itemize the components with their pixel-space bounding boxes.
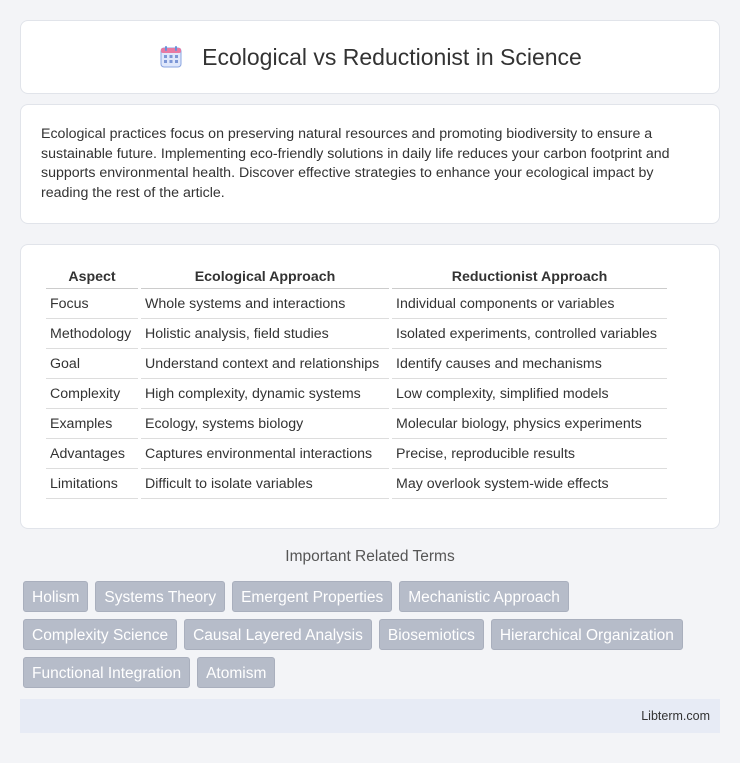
tag-hierarchical-organization[interactable]: Hierarchical Organization (491, 619, 683, 650)
cell-aspect: Methodology (46, 319, 138, 349)
cell-ecological: Whole systems and interactions (141, 289, 389, 319)
tag-emergent-properties[interactable]: Emergent Properties (232, 581, 392, 612)
cell-aspect: Advantages (46, 439, 138, 469)
calendar-icon (158, 44, 184, 70)
tag-systems-theory[interactable]: Systems Theory (95, 581, 225, 612)
comparison-table-card (20, 244, 720, 529)
cell-aspect: Complexity (46, 379, 138, 409)
tag-causal-layered-analysis[interactable]: Causal Layered Analysis (184, 619, 372, 650)
title-wrap (158, 44, 582, 71)
cell-reductionist: Individual components or variables (392, 289, 667, 319)
header-aspect: Aspect (46, 265, 138, 289)
tag-mechanistic-approach[interactable]: Mechanistic Approach (399, 581, 569, 612)
table-row (46, 289, 667, 319)
related-terms-tags (23, 581, 723, 688)
cell-ecological: Ecology, systems biology (141, 409, 389, 439)
header-ecological: Ecological Approach (141, 265, 389, 289)
cell-aspect: Focus (46, 289, 138, 319)
cell-ecological: Difficult to isolate variables (141, 469, 389, 499)
table-row (46, 319, 667, 349)
tag-holism[interactable]: Holism (23, 581, 88, 612)
tag-biosemiotics[interactable]: Biosemiotics (379, 619, 484, 650)
tag-complexity-science[interactable]: Complexity Science (23, 619, 177, 650)
header-reductionist: Reductionist Approach (392, 265, 667, 289)
cell-ecological: High complexity, dynamic systems (141, 379, 389, 409)
page-title: Ecological vs Reductionist in Science (202, 43, 582, 70)
table-row (46, 469, 667, 499)
table-row (46, 349, 667, 379)
footer-site-link[interactable]: Libterm.com (641, 709, 710, 723)
footer (20, 699, 720, 733)
cell-reductionist: Molecular biology, physics experiments (392, 409, 667, 439)
cell-ecological: Understand context and relationships (141, 349, 389, 379)
header-card (20, 20, 720, 94)
table-header-row (46, 265, 667, 289)
intro-text: Ecological practices focus on preserving natural resources and promoting biodiversity to ensure a sustainable future. Implementing eco-friendly solutions in daily life reduces your carbon footprint and supports environmental health. Discover effective strategies to enhance your ecological impact by reading the rest of the article. (41, 126, 670, 201)
related-terms-title: Important Related Terms (285, 548, 455, 565)
intro-card (20, 104, 720, 224)
table-row (46, 379, 667, 409)
comparison-table (43, 265, 670, 499)
cell-reductionist: Identify causes and mechanisms (392, 349, 667, 379)
tag-functional-integration[interactable]: Functional Integration (23, 657, 190, 688)
cell-aspect: Examples (46, 409, 138, 439)
cell-reductionist: Precise, reproducible results (392, 439, 667, 469)
cell-reductionist: Isolated experiments, controlled variables (392, 319, 667, 349)
table-row (46, 439, 667, 469)
cell-aspect: Goal (46, 349, 138, 379)
cell-reductionist: Low complexity, simplified models (392, 379, 667, 409)
tag-atomism[interactable]: Atomism (197, 657, 275, 688)
cell-aspect: Limitations (46, 469, 138, 499)
cell-ecological: Holistic analysis, field studies (141, 319, 389, 349)
cell-reductionist: May overlook system-wide effects (392, 469, 667, 499)
cell-ecological: Captures environmental interactions (141, 439, 389, 469)
table-row (46, 409, 667, 439)
